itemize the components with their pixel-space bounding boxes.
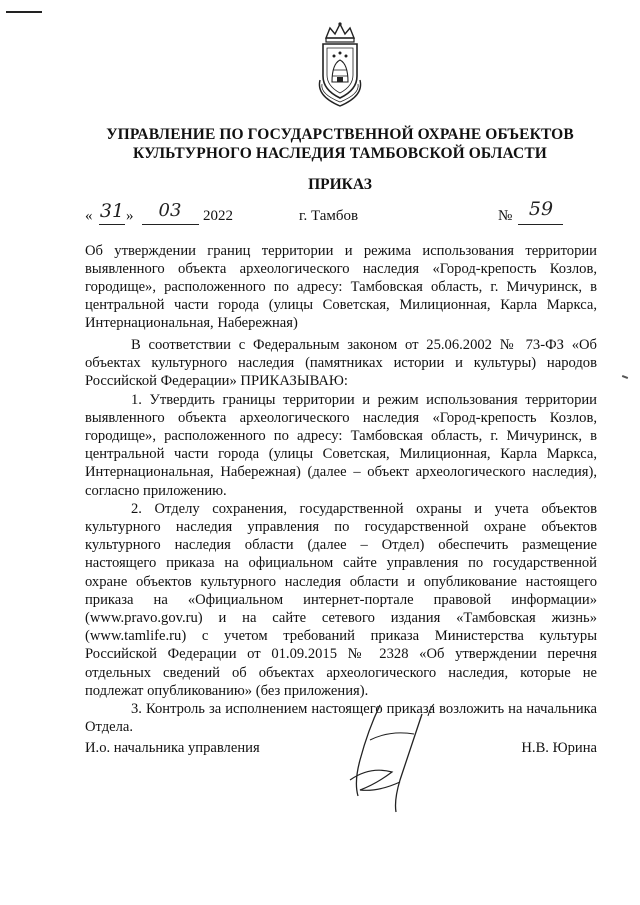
order-item-1: 1. Утвердить границы территории и режим использования территории выявленного объекта археологического наследия «Город-крепость Козлов, городище», расположенного по адресу: Тамбовская область, г. Мичуринск, в центральной части города (улицы Советская, Милиционная, Карла Маркса, Интернациональная, Набережная) (далее – объект археологического наследия), согласно приложению. <box>85 391 597 499</box>
date-year: 2022 <box>203 208 233 224</box>
organization-title <box>60 125 620 163</box>
day-underline <box>99 224 125 225</box>
date-quote-open: « <box>85 208 93 224</box>
number-label: № <box>498 208 513 224</box>
date-number-row <box>85 198 605 228</box>
scan-speck <box>622 375 628 379</box>
document-type: ПРИКАЗ <box>308 176 372 193</box>
order-number-handwritten: 59 <box>528 198 554 220</box>
order-body <box>85 336 597 736</box>
date-month-handwritten: 03 <box>158 200 182 221</box>
date-quote-close: » <box>126 208 134 224</box>
number-underline <box>518 224 563 225</box>
margin-dash-mark <box>6 11 42 13</box>
date-day-handwritten: 31 <box>99 200 125 222</box>
org-title-line-2: КУЛЬТУРНОГО НАСЛЕДИЯ ТАМБОВСКОЙ ОБЛАСТИ <box>133 145 547 162</box>
org-title-line-1: УПРАВЛЕНИЕ ПО ГОСУДАРСТВЕННОЙ ОХРАНЕ ОБЪЕКТОВ <box>106 126 574 143</box>
order-item-2: 2. Отделу сохранения, государственной охраны и учета объектов культурного наследия управления по государственной охране объектов культурного наследия области (далее – Отдел) обеспечить размещение настоящего приказа на официальном сайте управления по государственной охране объектов культурного наследия области и опубликование настоящего приказа на «Официальном интернет-портале правовой информации» (www.pravo.gov.ru) и на сайте сетевого издания «Тамбовская жизнь» (www.tamlife.ru) с учетом требований приказа Министерства культуры Российской Федерации от 01.09.2015 № 2328 «Об утверждении перечня отдельных сведений об объектах археологического наследия, которые не подлежат опубликованию» (без приложения). <box>85 500 597 699</box>
signatory-name: Н.В. Юрина <box>521 740 597 756</box>
month-underline <box>142 224 199 225</box>
order-subject: Об утверждении границ территории и режима использования территории выявленного объекта археологического наследия «Город-крепость Козлов, городище», расположенного по адресу: Тамбовская область, г. Мичуринск, в центральной части города (улицы Советская, Милиционная, Карла Маркса, Интернациональная, Набережная) <box>85 243 597 331</box>
city-label: г. Тамбов <box>299 208 359 224</box>
preamble-paragraph: В соответствии с Федеральным законом от 25.06.2002 № 73-ФЗ «Об объектах культурного наследия (памятниках истории и культуры) народов Российской Федерации» ПРИКАЗЫВАЮ: <box>85 337 597 390</box>
signature-row <box>85 740 597 762</box>
signatory-position: И.о. начальника управления <box>85 740 260 756</box>
order-item-3: 3. Контроль за исполнением настоящего приказа возложить на начальника Отдела. <box>85 701 597 736</box>
coat-of-arms-icon <box>310 20 370 110</box>
